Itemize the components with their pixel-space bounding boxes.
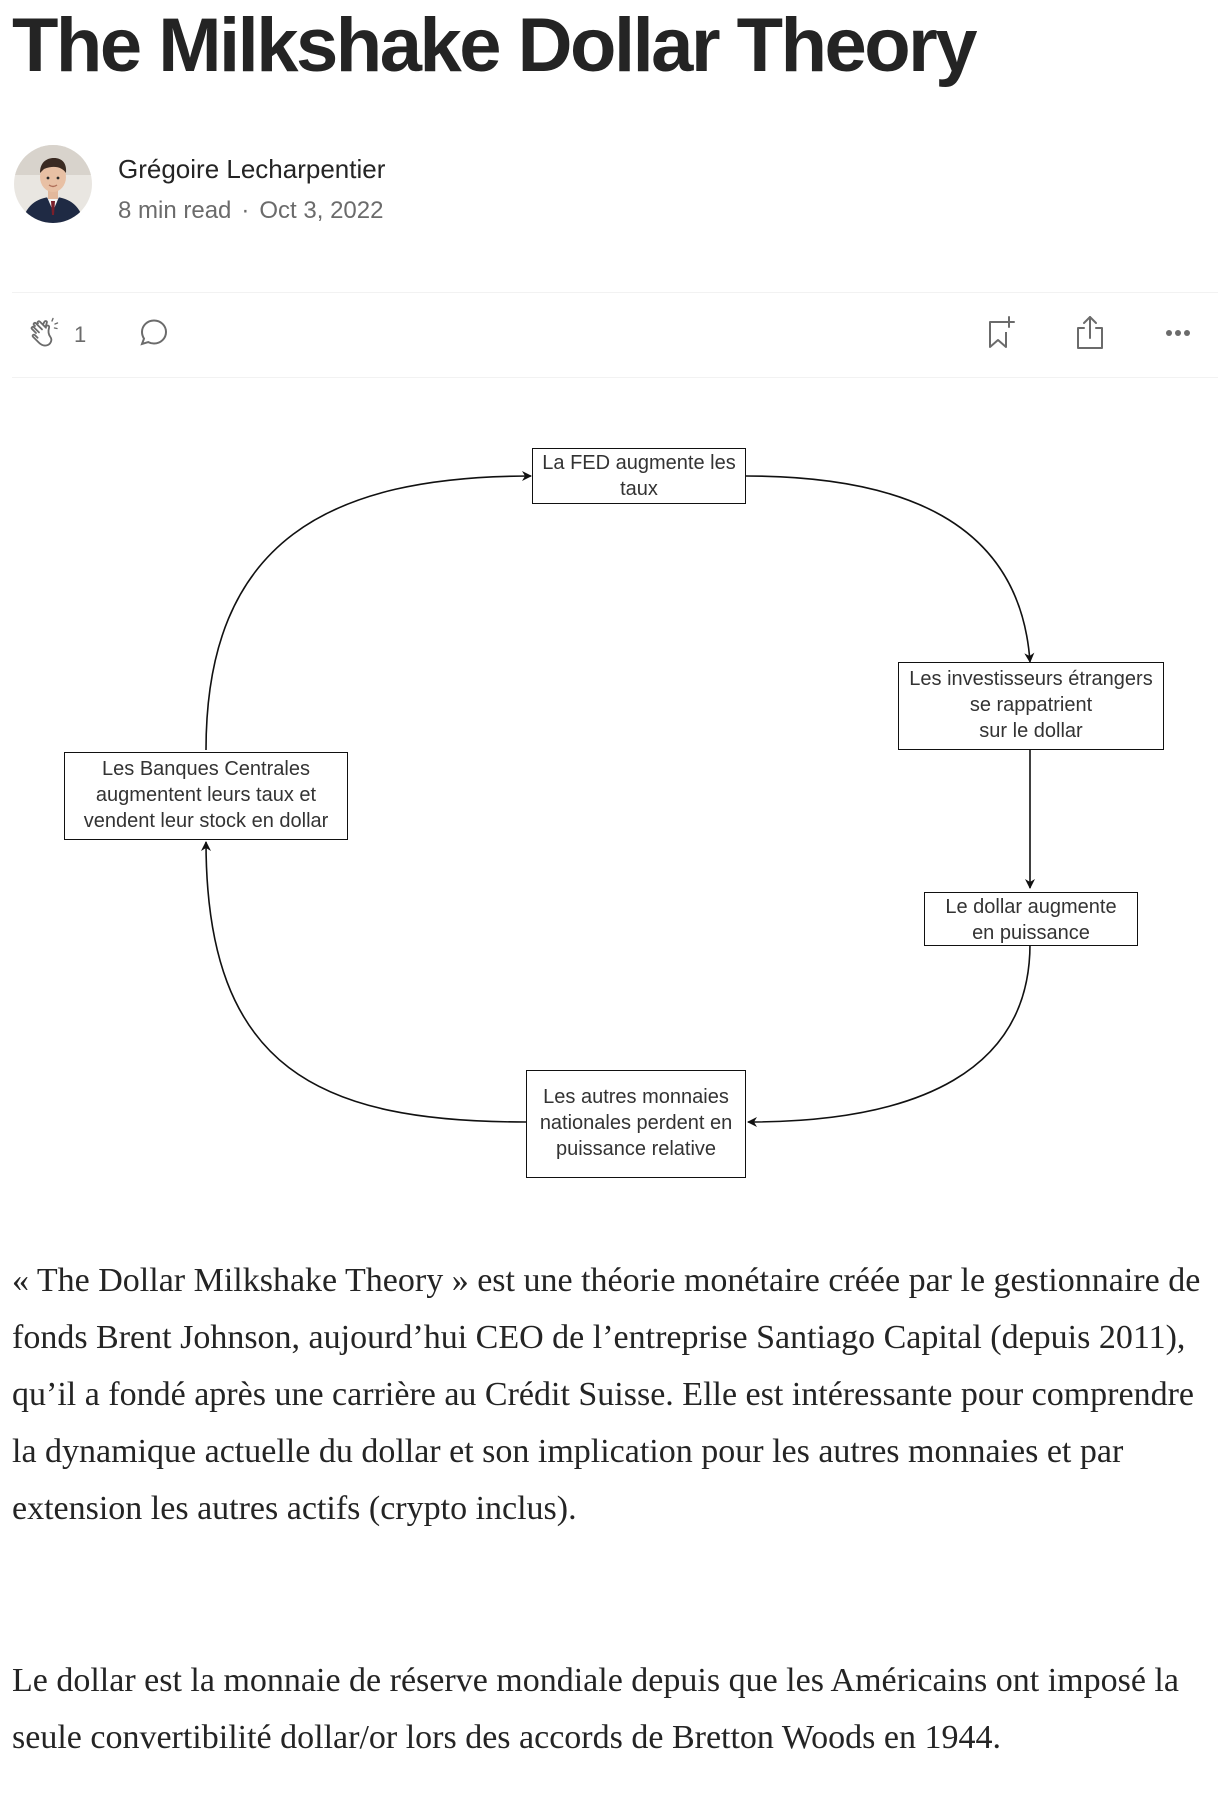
share-icon[interactable]: [1070, 313, 1110, 358]
body-paragraph-2: Le dollar est la monnaie de réserve mondiale depuis que les Américains ont imposé la seule convertibilité dollar/or lors des accords de Bretton Woods en 1944.: [12, 1662, 1179, 1756]
milkshake-cycle-diagram: [0, 430, 1221, 1190]
article-action-bar: [12, 292, 1218, 378]
arrow-fed-to-investors: [746, 476, 1030, 662]
publish-date: Oct 3, 2022: [259, 197, 384, 224]
body-paragraph-1: « The Dollar Milkshake Theory » est une théorie monétaire créée par le gestionnaire de fonds Brent Johnson, aujourd’hui CEO de l’entreprise Santiago Capital (depuis 2011), qu’il a fondé après une carrière au Crédit Suisse. Elle est intéressante pour comprendre la dynamique actuelle du dollar et son implication pour les autres monnaies et par extension les autres actifs (crypto inclus).: [12, 1262, 1201, 1527]
author-row: [14, 145, 614, 225]
arrow-dollar-to-currencies: [748, 944, 1030, 1122]
comment-icon[interactable]: [136, 315, 172, 356]
node-fed-raises-rates-label: La FED augmente les taux: [542, 452, 736, 500]
clap-icon[interactable]: [26, 315, 62, 356]
node-central-banks-label: Les Banques Centrales augmentent leurs taux et vendent leur stock en dollar: [83, 758, 329, 832]
author-avatar[interactable]: [14, 145, 92, 223]
node-dollar-strengthens-label: Le dollar augmente en puissance: [945, 896, 1117, 944]
arrow-currencies-to-banks: [206, 842, 526, 1122]
bookmark-add-icon[interactable]: [980, 313, 1020, 358]
read-time: 8 min read: [118, 197, 232, 224]
article-meta: [118, 196, 383, 226]
node-other-currencies-label: Les autres monnaies nationales perdent en puissance relative: [539, 1086, 733, 1160]
article-title: The Milkshake Dollar Theory: [12, 3, 976, 88]
more-icon[interactable]: [1160, 315, 1196, 356]
meta-separator: ·: [241, 197, 250, 224]
author-name[interactable]: Grégoire Lecharpentier: [118, 154, 386, 184]
arrow-banks-to-fed: [206, 476, 531, 750]
clap-count: 1: [74, 322, 87, 347]
node-foreign-investors-label: Les investisseurs étrangers se rappatrient sur le dollar: [909, 668, 1153, 742]
